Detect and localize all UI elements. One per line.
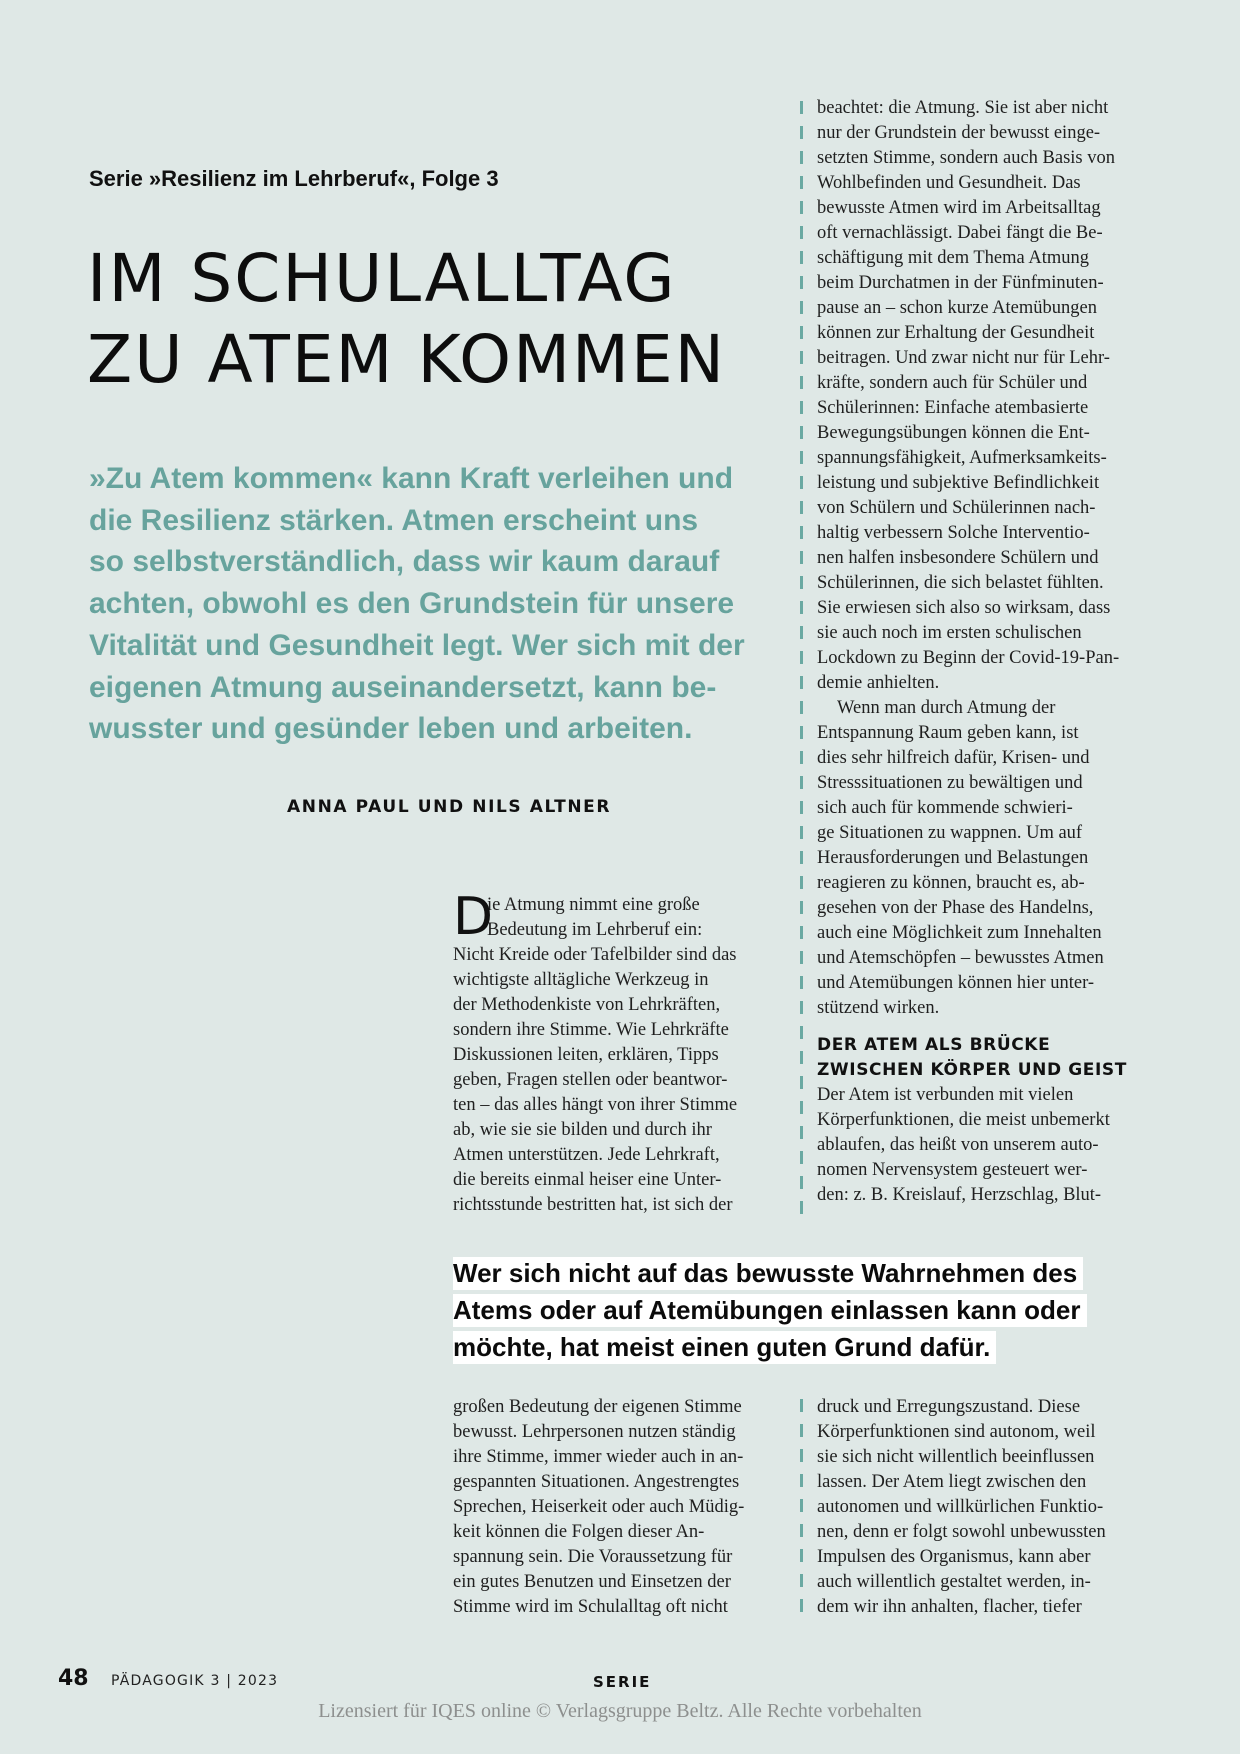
body-line: Stresssituationen zu bewältigen und <box>817 773 1083 793</box>
body-line: der Methodenkiste von Lehrkräften, <box>453 995 721 1015</box>
body-line: Nicht Kreide oder Tafelbilder sind das <box>453 945 737 965</box>
dropcap-block <box>453 887 783 947</box>
magazine-issue: PÄDAGOGIK 3 | 2023 <box>111 1673 279 1689</box>
body-line: stützend wirken. <box>817 998 940 1018</box>
body-line: Wenn man durch Atmung der <box>837 698 1056 718</box>
lead-line: so selbstverständlich, dass wir kaum darauf <box>89 545 720 579</box>
body-column-left-bottom <box>453 1395 783 1620</box>
lead-line: wusster und gesünder leben und arbeiten. <box>89 712 693 746</box>
body-line: den: z. B. Kreislauf, Herzschlag, Blut- <box>817 1185 1102 1205</box>
body-line: Sprechen, Heiserkeit oder auch Müdig- <box>453 1497 745 1517</box>
lead-line: die Resilienz stärken. Atmen erscheint uns <box>89 503 699 537</box>
lead-line: »Zu Atem kommen« kann Kraft verleihen und <box>89 462 734 495</box>
body-line: können zur Erhaltung der Gesundheit <box>817 323 1095 343</box>
body-line: nur der Grundstein der bewusst einge- <box>817 123 1101 143</box>
body-line: Herausforderungen und Belastungen <box>817 848 1089 868</box>
dropcap: D <box>453 887 494 947</box>
section-label: SERIE <box>593 1673 652 1691</box>
body-line: leistung und subjektive Befindlichkeit <box>817 473 1100 493</box>
body-line: beim Durchatmen in der Fünfminuten- <box>817 273 1104 293</box>
body-line: ein gutes Benutzen und Einsetzen der <box>453 1572 731 1592</box>
body-line: richtsstunde bestritten hat, ist sich der <box>453 1195 733 1215</box>
body-column-left-top <box>453 887 783 1218</box>
body-line: Bewegungsübungen können die Ent- <box>817 423 1090 443</box>
body-line: sondern ihre Stimme. Wie Lehrkräfte <box>453 1020 729 1040</box>
lead-line: Vitalität und Gesundheit legt. Wer sich mit der <box>89 628 745 662</box>
series-label: Serie »Resilienz im Lehrberuf«, Folge 3 <box>89 166 499 191</box>
body-line: Wohlbefinden und Gesundheit. Das <box>817 173 1081 193</box>
body-line: sie sich nicht willentlich beeinflussen <box>817 1447 1095 1467</box>
body-column-right-top <box>817 96 1157 1208</box>
pull-quote-line: möchte, hat meist einen guten Grund dafür. <box>453 1331 996 1364</box>
body-line: dem wir ihn anhalten, flacher, tiefer <box>817 1597 1082 1617</box>
pull-quote-line: Atems oder auf Atemübungen einlassen kann oder <box>453 1294 1087 1327</box>
body-line: gespannten Situationen. Angestrengtes <box>453 1472 740 1492</box>
body-line: ge Situationen zu wappnen. Um auf <box>817 823 1083 843</box>
body-line: Sie erwiesen sich also so wirksam, dass <box>817 598 1111 618</box>
body-line: ten – das alles hängt von ihrer Stimme <box>453 1095 738 1115</box>
body-line: demie anhielten. <box>817 673 940 693</box>
body-line: Schülerinnen: Einfache atembasierte <box>817 398 1089 418</box>
body-line: reagieren zu können, braucht es, ab- <box>817 873 1085 893</box>
body-line: schäftigung mit dem Thema Atmung <box>817 248 1089 268</box>
body-line: wichtigste alltägliche Werkzeug in <box>453 970 709 990</box>
body-line: dies sehr hilfreich dafür, Krisen- und <box>817 748 1090 768</box>
body-line: nen, denn er folgt sowohl unbewussten <box>817 1522 1106 1542</box>
body-line: keit können die Folgen dieser An- <box>453 1522 705 1542</box>
license-notice: Lizensiert für IQES online © Verlagsgruppe Beltz. Alle Rechte vorbehalten <box>318 1700 922 1722</box>
article-title <box>87 238 726 400</box>
body-line: Diskussionen leiten, erklären, Tipps <box>453 1045 719 1065</box>
body-line: ab, wie sie sie bilden und durch ihr <box>453 1120 712 1140</box>
body-line: ablaufen, das heißt von unserem auto- <box>817 1135 1099 1155</box>
section-subheading: ZWISCHEN KÖRPER UND GEIST <box>817 1060 1127 1080</box>
title-line: ZU ATEM KOMMEN <box>87 321 727 398</box>
column-divider <box>800 1399 803 1619</box>
pull-quote <box>453 1253 1087 1364</box>
title-line: IM SCHULALLTAG <box>87 240 677 317</box>
body-line: Entspannung Raum geben kann, ist <box>817 723 1079 743</box>
body-line: sie auch noch im ersten schulischen <box>817 623 1082 643</box>
body-line: kräfte, sondern auch für Schüler und <box>817 373 1088 393</box>
body-line: spannungsfähigkeit, Aufmerksamkeits- <box>817 448 1107 468</box>
page-number: 48 <box>58 1666 89 1691</box>
body-line: und Atemschöpfen – bewusstes Atmen <box>817 948 1104 968</box>
body-line: pause an – schon kurze Atemübungen <box>817 298 1097 318</box>
body-line: Schülerinnen, die sich belastet fühlten. <box>817 573 1104 593</box>
body-line: oft vernachlässigt. Dabei fängt die Be- <box>817 223 1103 243</box>
lead-paragraph <box>89 458 801 750</box>
body-line: lassen. Der Atem liegt zwischen den <box>817 1472 1087 1492</box>
body-line: und Atemübungen können hier unter- <box>817 973 1095 993</box>
body-line: Lockdown zu Beginn der Covid-19-Pan- <box>817 648 1120 668</box>
body-line: bewusste Atmen wird im Arbeitsalltag <box>817 198 1101 218</box>
body-line: auch willentlich gestaltet werden, in- <box>817 1572 1091 1592</box>
body-line: beitragen. Und zwar nicht nur für Lehr- <box>817 348 1110 368</box>
body-line: ihre Stimme, immer wieder auch in an- <box>453 1447 744 1467</box>
authors-byline: ANNA PAUL UND NILS ALTNER <box>287 797 612 817</box>
body-line: geben, Fragen stellen oder beantwor- <box>453 1070 728 1090</box>
body-line: bewusst. Lehrpersonen nutzen ständig <box>453 1422 736 1442</box>
body-line: von Schülern und Schülerinnen nach- <box>817 498 1096 518</box>
body-line: auch eine Möglichkeit zum Innehalten <box>817 923 1102 943</box>
body-line: Atmen unterstützen. Jede Lehrkraft, <box>453 1145 720 1165</box>
lead-line: achten, obwohl es den Grundstein für unsere <box>89 587 735 621</box>
section-subheading: DER ATEM ALS BRÜCKE <box>817 1035 1051 1055</box>
body-line: Körperfunktionen, die meist unbemerkt <box>817 1110 1110 1130</box>
body-line: Der Atem ist verbunden mit vielen <box>817 1085 1074 1105</box>
lead-line: eigenen Atmung auseinandersetzt, kann be- <box>89 670 717 704</box>
body-line: nomen Nervensystem gesteuert wer- <box>817 1160 1088 1180</box>
body-line: druck und Erregungszustand. Diese <box>817 1397 1081 1417</box>
pull-quote-line: Wer sich nicht auf das bewusste Wahrnehmen des <box>453 1257 1083 1290</box>
body-line: spannung sein. Die Voraussetzung für <box>453 1547 733 1567</box>
body-line: autonomen und willkürlichen Funktio- <box>817 1497 1104 1517</box>
body-column-right-bottom <box>817 1395 1157 1620</box>
body-line: Bedeutung im Lehrberuf ein: <box>487 920 703 940</box>
body-line: ie Atmung nimmt eine große <box>487 895 700 915</box>
body-line: Körperfunktionen sind autonom, weil <box>817 1422 1096 1442</box>
body-line: setzten Stimme, sondern auch Basis von <box>817 148 1116 168</box>
body-line: nen halfen insbesondere Schülern und <box>817 548 1099 568</box>
body-line: großen Bedeutung der eigenen Stimme <box>453 1397 742 1417</box>
body-line: sich auch für kommende schwieri- <box>817 798 1073 818</box>
column-divider <box>800 101 803 1215</box>
body-line: Stimme wird im Schulalltag oft nicht <box>453 1597 728 1617</box>
body-line: haltig verbessern Solche Interventio- <box>817 523 1090 543</box>
body-line: Impulsen des Organismus, kann aber <box>817 1547 1091 1567</box>
body-line: beachtet: die Atmung. Sie ist aber nicht <box>817 98 1109 118</box>
body-line: gesehen von der Phase des Handelns, <box>817 898 1094 918</box>
body-line: die bereits einmal heiser eine Unter- <box>453 1170 722 1190</box>
